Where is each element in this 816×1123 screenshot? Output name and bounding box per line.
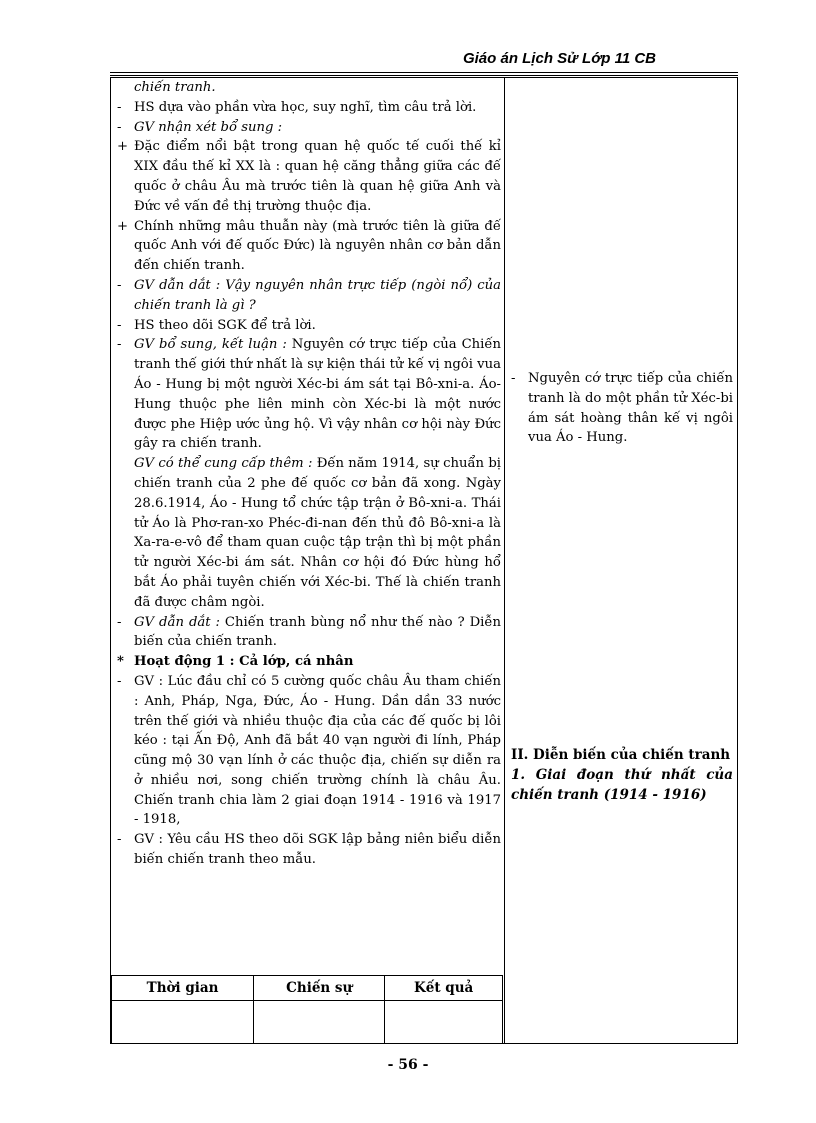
gv-label: GV dẫn dắt : — [134, 614, 220, 630]
table-cell — [112, 1001, 254, 1044]
activity-heading — [117, 652, 501, 672]
column-header-events: Chiến sự — [254, 976, 385, 1001]
list-item-text: Nguyên cớ trực tiếp của chiến tranh là do một phần tử Xéc-bi ám sát hoàng thân kế vị ngôi vua Áo - Hung. — [528, 371, 733, 446]
column-header-time: Thời gian — [112, 976, 254, 1001]
section-heading-block — [511, 746, 733, 805]
dash-marker: - — [117, 337, 122, 353]
list-item — [117, 613, 501, 653]
document-header-title: Giáo án Lịch Sử Lớp 11 CB — [462, 50, 656, 67]
activity-heading-text: Hoạt động 1 : Cả lớp, cá nhân — [134, 654, 354, 670]
list-item-text: GV : Lúc đầu chỉ có 5 cường quốc châu Âu tham chiến : Anh, Pháp, Nga, Đức, Áo - Hung. Dần dần 33 nước trên thế giới và nhiều thuộc địa của các đế quốc bị lôi kéo : tại Ấn Độ, Anh đã bắt 40 vạn người đi lính, Pháp cũng mộ 30 vạn lính ở các thuộc địa, chiến sự diễn ra ở nhiều nơi, song chiến trường chính là châu Âu. Chiến tranh chia làm 2 giai đoạn 1914 - 1916 và 1917 - 1918, — [134, 673, 501, 828]
list-item-text: GV nhận xét bổ sung : — [134, 119, 283, 135]
teacher-student-activities-column — [117, 78, 501, 870]
gv-text: Nguyên cớ trực tiếp của Chiến tranh thế giới thứ nhất là sự kiện thái tử kế vị ngôi vua Áo - Hung bị một người Xéc-bi ám sát tại Bô-xni-a. Áo-Hung thuộc phe liên minh còn Xéc-bi là một nước được phe Hiệp ước ủng hộ. Vì vậy nhân cơ hội này Đức gây ra chiến tranh. — [134, 337, 501, 452]
list-item-text — [134, 335, 501, 454]
paragraph — [117, 454, 501, 612]
list-item-text — [134, 613, 501, 653]
table-cell — [385, 1001, 503, 1044]
dash-marker: - — [117, 614, 122, 630]
table-row — [112, 1001, 503, 1044]
section-title: II. Diễn biến của chiến tranh — [511, 747, 731, 763]
list-item — [117, 335, 501, 454]
gv-text: Chiến tranh bùng nổ như thế nào ? Diễn biến của chiến tranh. — [134, 614, 501, 650]
list-item-text: GV : Yêu cầu HS theo dõi SGK lập bảng niên biểu diễn biến chiến tranh theo mẫu. — [134, 832, 501, 868]
subsection-title: 1. Giai đoạn thứ nhất của chiến tranh (1914 - 1916) — [511, 766, 733, 803]
list-item — [117, 98, 501, 118]
table-cell — [254, 1001, 385, 1044]
lesson-table — [110, 77, 738, 1044]
gv-text: Đến năm 1914, sự chuẩn bị chiến tranh của 2 phe đế quốc cơ bản đã xong. Ngày 28.6.1914, Áo - Hung tổ chức tập trận ở Bô-xni-a. Thái tử Áo là Phơ-ran-xo Phéc-đi-nan đến thủ đô Bô-xni-a là Xa-ra-e-vô để tham quan cuộc tập trận thì bị một phần tử người Xéc-bi ám sát. Nhân cơ hội đó Đức hùng hổ bắt Áo phải tuyên chiến với Xéc-bi. Thế là chiến tranh đã được châm ngòi. — [134, 456, 501, 610]
dash-marker: - — [117, 317, 122, 333]
table-header-row — [112, 976, 503, 1001]
dash-marker: - — [117, 99, 122, 115]
list-item — [511, 369, 733, 448]
gv-label: GV bổ sung, kết luận : — [134, 337, 287, 353]
header-rule-bottom — [110, 75, 738, 76]
dash-marker: - — [117, 673, 122, 689]
header-rule-top — [110, 72, 738, 73]
list-item — [117, 276, 501, 316]
gv-label: GV có thể cung cấp thêm : — [134, 456, 313, 472]
list-item — [117, 830, 501, 870]
list-item-text: HS theo dõi SGK để trả lời. — [134, 317, 316, 333]
dash-marker: - — [117, 119, 122, 135]
list-item-text: Đặc điểm nổi bật trong quan hệ quốc tế cuối thế kỉ XIX đầu thế kỉ XX là : quan hệ căng thẳng giữa các đế quốc ở châu Âu mà trước tiên là quan hệ giữa Anh và Đức về vấn đề thị trường thuộc địa. — [134, 139, 501, 214]
column-divider — [504, 78, 505, 1043]
list-item-text: GV dẫn dắt : Vậy nguyên nhân trực tiếp (ngòi nổ) của chiến tranh là gì ? — [134, 277, 501, 313]
plus-marker: + — [117, 218, 129, 234]
continued-text: chiến tranh. — [134, 80, 216, 95]
list-item — [117, 316, 501, 336]
dash-marker: - — [117, 277, 122, 293]
list-item — [117, 137, 501, 216]
list-item — [117, 217, 501, 276]
timeline-template-table — [111, 975, 503, 1044]
list-item-text: HS dựa vào phần vừa học, suy nghĩ, tìm câu trả lời. — [134, 99, 477, 115]
dash-marker: - — [117, 832, 122, 848]
dash-marker: - — [511, 371, 516, 386]
list-item — [117, 118, 501, 138]
cause-note — [511, 369, 733, 448]
page-number: - 56 - — [387, 1057, 429, 1073]
star-marker: * — [117, 654, 124, 670]
column-header-result: Kết quả — [385, 976, 503, 1001]
list-item-text: Chính những mâu thuẫn này (mà trước tiên là giữa đế quốc Anh với đế quốc Đức) là nguyên nhân cơ bản dẫn đến chiến tranh. — [134, 218, 501, 274]
list-item — [117, 672, 501, 830]
plus-marker: + — [117, 139, 129, 155]
